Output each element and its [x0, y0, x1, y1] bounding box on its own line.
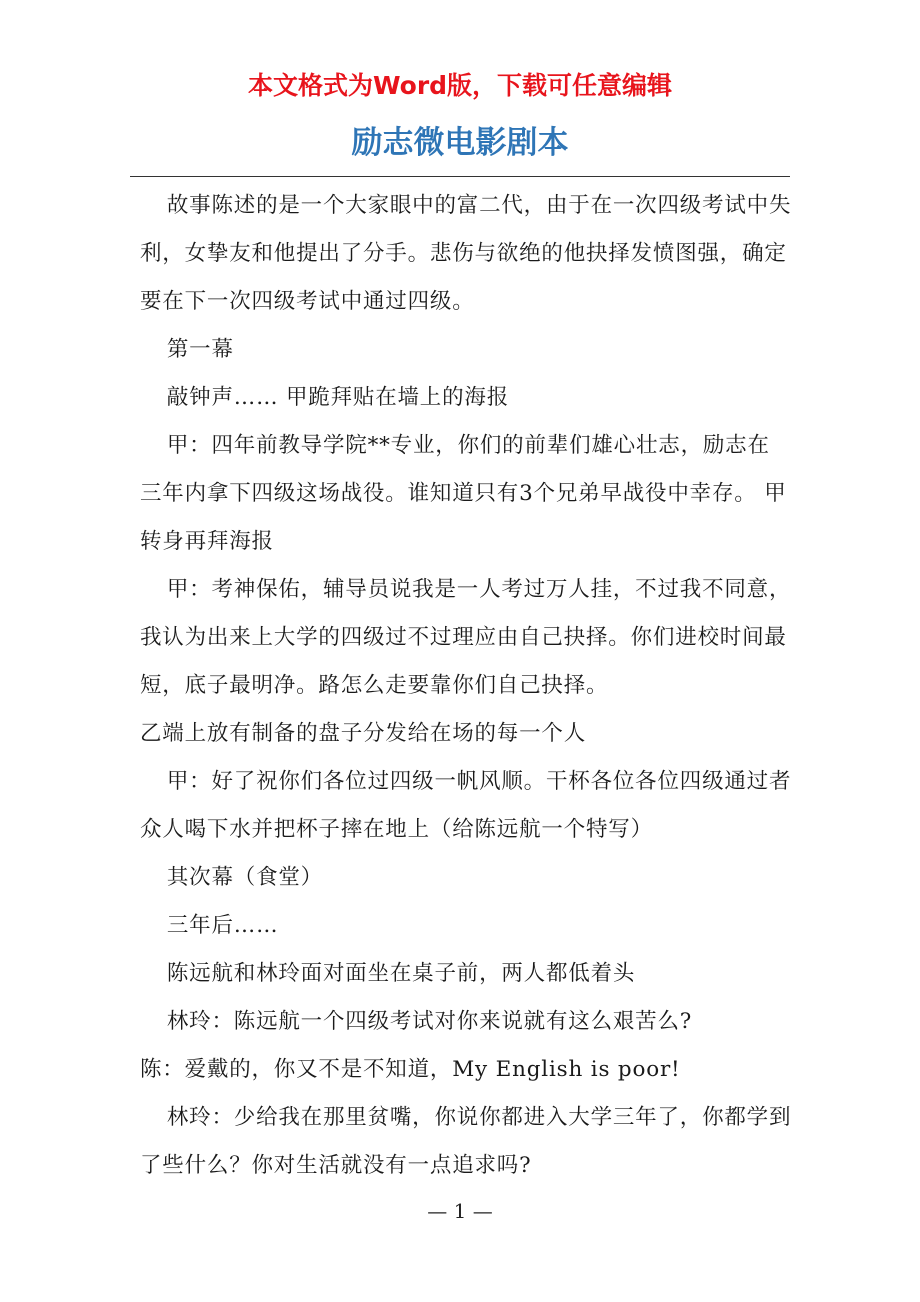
paragraph-act-two-heading: 其次幕（食堂）	[166, 865, 323, 890]
document-body	[140, 182, 792, 1190]
download-notice-banner: 本文格式为Word版，下载可任意编辑	[247, 71, 673, 100]
title-divider	[130, 176, 790, 177]
document-title: 励志微电影剧本	[351, 125, 569, 161]
paragraph-dialogue: 甲：四年前教导学院**专业，你们的前辈们雄心壮志，励志在三年内拿下四级这场战役。谁知道只有3个兄弟早战役中幸存。 甲转身再拜海报	[140, 433, 787, 554]
paragraph-stage-direction: 陈远航和林玲面对面坐在桌子前，两人都低着头	[166, 961, 636, 986]
paragraph-dialogue: 林玲：陈远航一个四级考试对你来说就有这么艰苦么?	[166, 1009, 693, 1034]
page-number: — 1 —	[427, 1199, 493, 1223]
paragraph-stage-direction: 敲钟声…… 甲跪拜贴在墙上的海报	[166, 385, 510, 410]
paragraph-stage-direction: 三年后……	[166, 913, 279, 938]
paragraph-act-one-heading: 第一幕	[166, 337, 234, 362]
paragraph-dialogue: 甲：考神保佑，辅导员说我是一人考过万人挂，不过我不同意，我认为出来上大学的四级过不过理应由自己抉择。你们进校时间最短，底子最明净。路怎么走要靠你们自己抉择。	[140, 577, 792, 698]
paragraph-dialogue: 陈：爱戴的，你又不是不知道，My English is poor!	[140, 1057, 681, 1082]
paragraph-synopsis: 故事陈述的是一个大家眼中的富二代，由于在一次四级考试中失利，女挚友和他提出了分手。悲伤与欲绝的他抉择发愤图强，确定要在下一次四级考试中通过四级。	[140, 193, 792, 314]
paragraph-dialogue: 林玲：少给我在那里贫嘴，你说你都进入大学三年了，你都学到了些什么？你对生活就没有一点追求吗?	[140, 1105, 792, 1178]
paragraph-stage-direction: 乙端上放有制备的盘子分发给在场的每一个人	[140, 721, 587, 746]
paragraph-dialogue: 甲：好了祝你们各位过四级一帆风顺。干杯各位各位四级通过者 众人喝下水并把杯子摔在地上（给陈远航一个特写）	[140, 769, 792, 842]
